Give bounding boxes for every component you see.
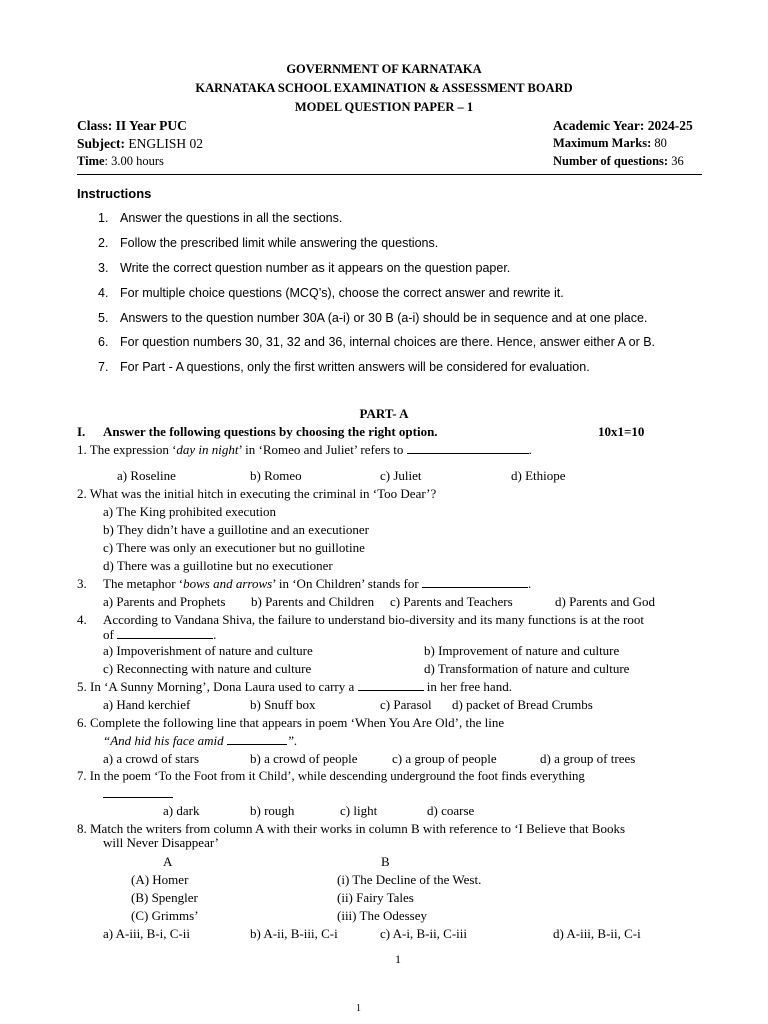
q6-option-b: b) a crowd of people	[250, 751, 358, 766]
q4-option-b: b) Improvement of nature and culture	[424, 643, 620, 658]
q5-option-a: a) Hand kerchief	[103, 697, 191, 712]
instruction-item: 7. For Part - A questions, only the first written answers will be considered for evaluation.	[98, 360, 590, 374]
question-1: 1. The expression ‘day in night’ in ‘Romeo and Juliet’ refers to .	[77, 442, 532, 457]
question-2: 2. What was the initial hitch in executing the criminal in ‘Too Dear’?	[77, 486, 437, 501]
instruction-item: 3. Write the correct question number as it appears on the question paper.	[98, 261, 511, 275]
q8-row-a: (A) Homer	[131, 872, 189, 887]
q8-row-b: (ii) Fairy Tales	[337, 890, 414, 905]
q8-option-d: d) A-iii, B-ii, C-i	[553, 926, 641, 941]
q2-option-d: d) There was a guillotine but no executioner	[103, 558, 333, 573]
q3-option-c: c) Parents and Teachers	[390, 594, 513, 609]
section-number: I.	[77, 424, 86, 439]
question-4-line2: of .	[103, 627, 217, 642]
q2-option-b: b) They didn’t have a guillotine and an executioner	[103, 522, 369, 537]
num-questions-info: Number of questions: 36	[553, 154, 684, 168]
q7-option-a: a) dark	[163, 803, 200, 818]
question-6: 6. Complete the following line that appears in poem ‘When You Are Old’, the line	[77, 715, 505, 730]
q8-column-a-header: A	[163, 854, 173, 869]
question-4: According to Vandana Shiva, the failure to understand bio-diversity and its many functions is at the root	[103, 612, 644, 627]
q5-option-b: b) Snuff box	[250, 697, 316, 712]
q5-option-d: d) packet of Bread Crumbs	[452, 697, 593, 712]
q8-row-b: (iii) The Odessey	[337, 908, 428, 923]
question-3-number: 3.	[77, 576, 87, 591]
question-7: 7. In the poem ‘To the Foot from it Child’, while descending underground the foot finds everything	[77, 769, 585, 783]
page-number: 1	[395, 952, 401, 966]
instructions-heading: Instructions	[77, 186, 152, 201]
q3-option-a: a) Parents and Prophets	[103, 594, 226, 609]
header-board: KARNATAKA SCHOOL EXAMINATION & ASSESSMENT BOARD	[195, 81, 573, 95]
question-7-blank	[103, 786, 173, 798]
q6-option-a: a) a crowd of stars	[103, 751, 200, 766]
q1-option-d: d) Ethiope	[511, 468, 566, 483]
q8-row-b: (i) The Decline of the West.	[337, 872, 482, 887]
part-a-title: PART- A	[359, 406, 409, 421]
header-divider	[77, 174, 702, 175]
q8-option-c: c) A-i, B-ii, C-iii	[380, 926, 468, 941]
section-instruction: Answer the following questions by choosing the right option.	[103, 424, 438, 439]
class-info: Class: II Year PUC	[77, 118, 187, 133]
q7-option-c: c) light	[340, 803, 378, 818]
question-3: The metaphor ‘bows and arrows’ in ‘On Children’ stands for .	[103, 576, 532, 591]
q5-option-c: c) Parasol	[380, 697, 432, 712]
max-marks-info: Maximum Marks: 80	[553, 136, 667, 150]
instruction-item: 2. Follow the prescribed limit while answering the questions.	[98, 236, 439, 250]
instruction-item: 5. Answers to the question number 30A (a-i) or 30 B (a-i) should be in sequence and at one place.	[98, 311, 648, 325]
header-government: GOVERNMENT OF KARNATAKA	[286, 62, 482, 76]
q2-option-a: a) The King prohibited execution	[103, 504, 277, 519]
q3-option-b: b) Parents and Children	[251, 594, 375, 609]
question-5: 5. In ‘A Sunny Morning’, Dona Laura used to carry a in her free hand.	[77, 679, 512, 694]
q7-option-b: b) rough	[250, 803, 295, 818]
academic-year-info: Academic Year: 2024-25	[553, 118, 693, 133]
image-page-number: 1	[356, 1003, 361, 1014]
instruction-item: 1. Answer the questions in all the sections.	[98, 211, 343, 225]
q8-row-a: (B) Spengler	[131, 890, 198, 905]
subject-info: Subject: ENGLISH 02	[77, 136, 203, 151]
q4-option-d: d) Transformation of nature and culture	[424, 661, 630, 676]
q4-option-c: c) Reconnecting with nature and culture	[103, 661, 312, 676]
instruction-item: 6. For question numbers 30, 31, 32 and 36, internal choices are there. Hence, answer either A or B.	[98, 335, 656, 349]
instruction-item: 4. For multiple choice questions (MCQ’s), choose the correct answer and rewrite it.	[98, 286, 564, 300]
q8-column-b-header: B	[381, 854, 390, 869]
q1-option-b: b) Romeo	[250, 468, 302, 483]
q8-row-a: (C) Grimms’	[131, 908, 199, 923]
q6-option-d: d) a group of trees	[540, 751, 636, 766]
q8-option-b: b) A-ii, B-iii, C-i	[250, 926, 338, 941]
question-8: 8. Match the writers from column A with their works in column B with reference to ‘I Believe that Books	[77, 821, 626, 836]
q7-option-d: d) coarse	[427, 803, 475, 818]
q1-option-c: c) Juliet	[380, 468, 422, 483]
question-6-quote: “And hid his face amid ”.	[103, 733, 298, 748]
question-8-line2: will Never Disappear’	[103, 835, 219, 850]
q3-option-d: d) Parents and God	[555, 594, 656, 609]
q6-option-c: c) a group of people	[392, 751, 497, 766]
q1-option-a: a) Roseline	[117, 468, 176, 483]
section-marks: 10x1=10	[598, 424, 645, 439]
q2-option-c: c) There was only an executioner but no guillotine	[103, 540, 365, 555]
time-info: Time: 3.00 hours	[77, 154, 164, 168]
question-4-number: 4.	[77, 612, 87, 627]
q4-option-a: a) Impoverishment of nature and culture	[103, 643, 313, 658]
q8-option-a: a) A-iii, B-i, C-ii	[103, 926, 191, 941]
header-paper-title: MODEL QUESTION PAPER – 1	[294, 100, 474, 114]
